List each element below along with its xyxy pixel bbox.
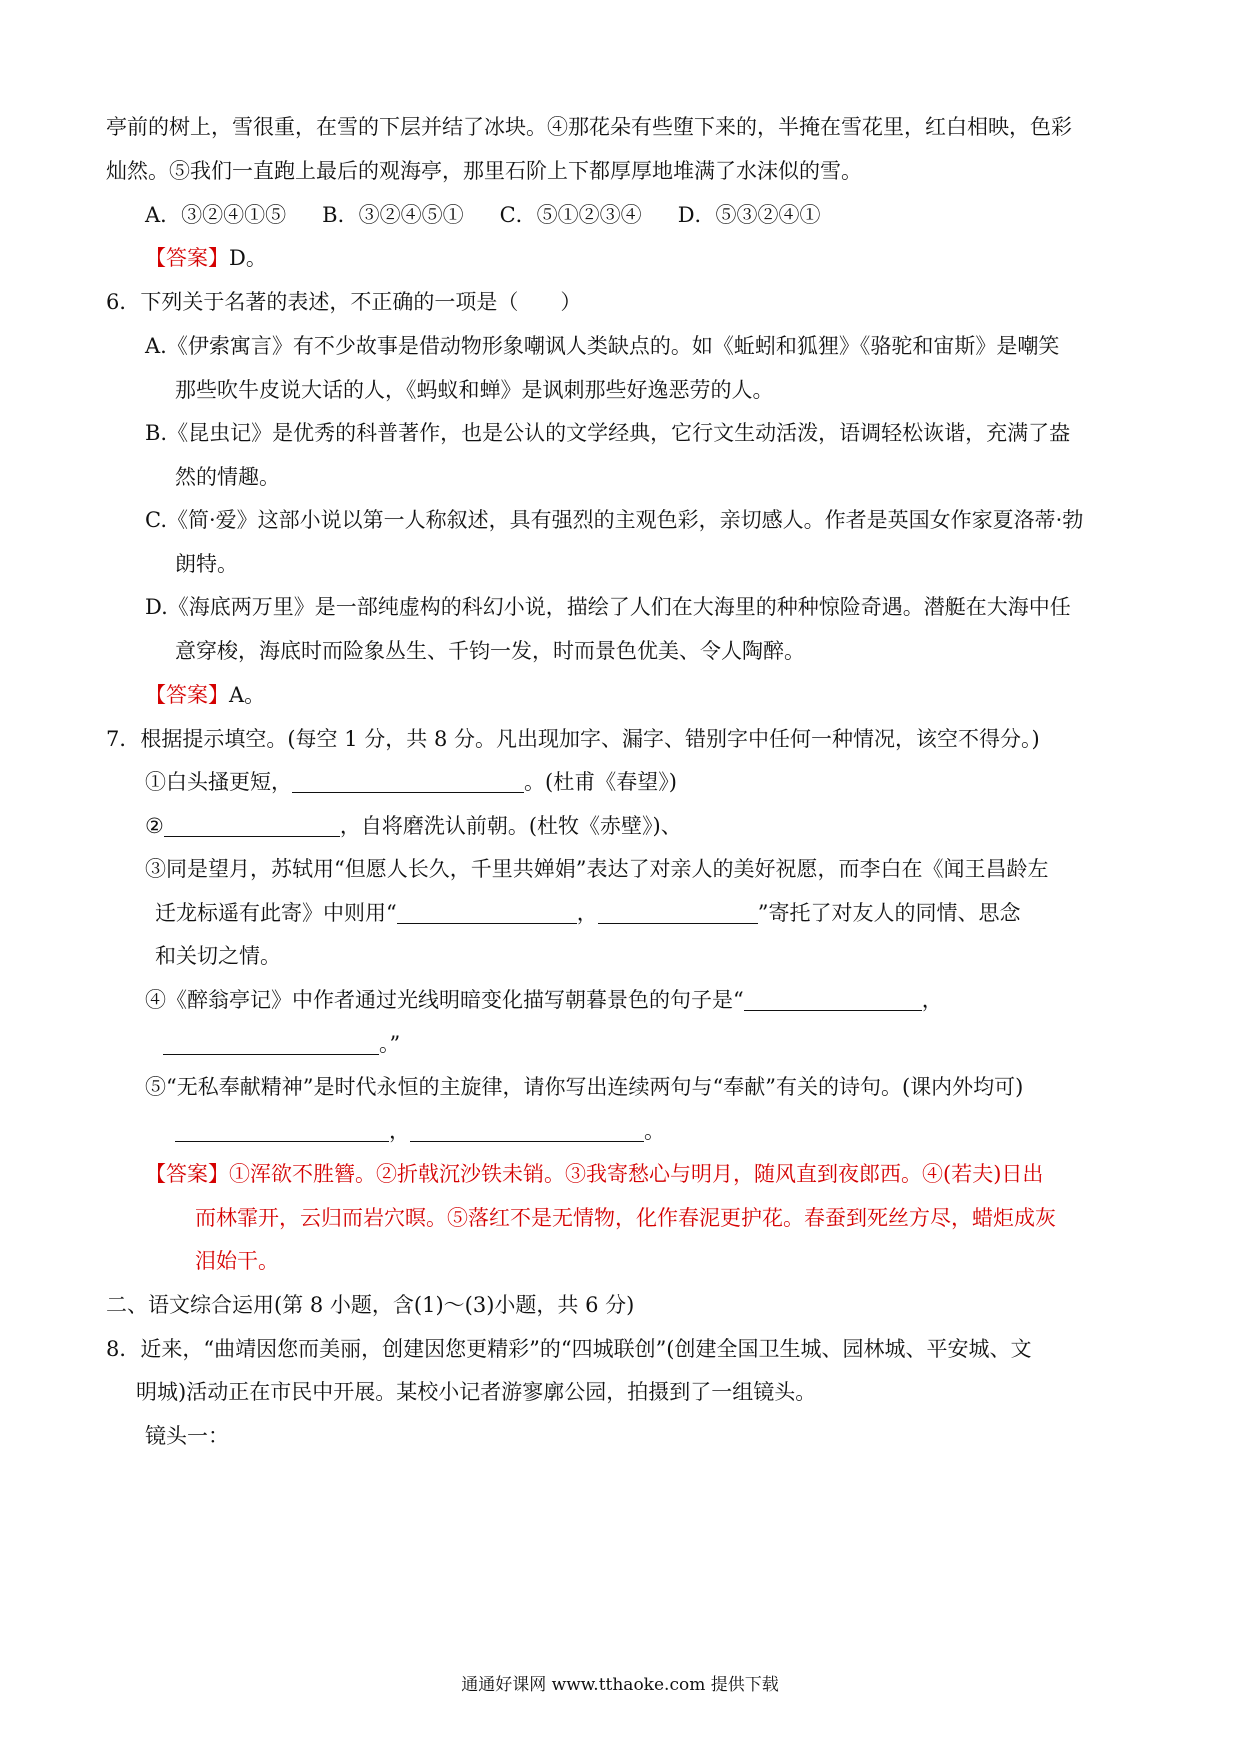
- q7-answer-line-2: 而林霏开，云归而岩穴暝。⑤落红不是无情物，化作春泥更护花。春蚕到死丝方尽，蜡炬成灰: [195, 1206, 1056, 1230]
- q5-option-b: B．③②④⑤①: [322, 203, 464, 227]
- q6-stem: 6．下列关于名著的表述，不正确的一项是（ ）: [106, 290, 582, 314]
- q7-item-1-source: 。(杜甫《春望》): [524, 770, 677, 794]
- q5-text-line-2: 灿然。⑤我们一直跑上最后的观海亭，那里石阶上下都厚厚地堆满了水沫似的雪。: [106, 159, 862, 183]
- q8-line-2: 明城)活动正在市民中开展。某校小记者游寥廓公园，拍摄到了一组镜头。: [136, 1380, 817, 1404]
- q7-item-3-comma: ，: [576, 901, 598, 925]
- q7-item-5-line-2: [175, 1116, 665, 1146]
- q7-item-3-blank-2[interactable]: [598, 901, 758, 924]
- q7-answer-tag: 【答案】: [145, 1162, 229, 1186]
- q7-item-2-text: ，自将磨洗认前朝。(杜牧《赤壁》)、: [339, 814, 682, 838]
- q5-options: [145, 200, 821, 230]
- q7-stem: 7．根据提示填空。(每空 1 分，共 8 分。凡出现加字、漏字、错别字中任何一种情况，该空不得分。): [106, 727, 1040, 751]
- q6-option-d-line-2: 意穿梭，海底时而险象丛生、千钧一发，时而景色优美、令人陶醉。: [175, 639, 805, 663]
- q6-answer-tag: 【答案】: [145, 683, 229, 707]
- q5-answer-value: D。: [229, 246, 267, 270]
- q7-item-5-line-1: ⑤“无私奉献精神”是时代永恒的主旋律，请你写出连续两句与“奉献”有关的诗句。(课内外均可): [145, 1075, 1024, 1099]
- q5-option-c: C．⑤①②③④: [499, 203, 642, 227]
- q7-item-3-line-3: 和关切之情。: [155, 944, 281, 968]
- q5-answer: [145, 243, 267, 273]
- q7-item-5-blank-2[interactable]: [410, 1119, 644, 1142]
- q6-option-c-line-2: 朗特。: [175, 552, 238, 576]
- q7-item-4-blank-2[interactable]: [163, 1032, 379, 1055]
- q7-item-5-comma: ，: [389, 1119, 410, 1143]
- q7-item-4-line-2: [163, 1029, 400, 1059]
- q6-answer-value: A。: [229, 683, 266, 707]
- q8-line-3: 镜头一：: [145, 1424, 229, 1448]
- q7-item-3-line-1: ③同是望月，苏轼用“但愿人长久，千里共婵娟”表达了对亲人的美好祝愿，而李白在《闻王昌龄左: [145, 857, 1049, 881]
- q5-option-a: A．③②④①⑤: [145, 203, 287, 227]
- q7-item-5-end: 。: [644, 1119, 665, 1143]
- q7-answer-line-3: 泪始干。: [195, 1249, 279, 1273]
- section-2-title: 二、语文综合运用(第 8 小题，含(1)～(3)小题，共 6 分): [106, 1293, 635, 1317]
- q8-line-1: 8．近来，“曲靖因您而美丽，创建因您更精彩”的“四城联创”(创建全国卫生城、园林城、平安城、文: [106, 1337, 1032, 1361]
- q7-item-4-end: 。”: [379, 1032, 401, 1056]
- q7-item-2: [145, 811, 682, 841]
- q7-item-4-text: ④《醉翁亭记》中作者通过光线明暗变化描写朝暮景色的句子是“: [145, 988, 744, 1012]
- q7-answer-line-1: [145, 1159, 1043, 1189]
- q7-item-1: [145, 767, 677, 797]
- q7-item-2-number: ②: [145, 814, 164, 838]
- q6-option-a-line-1: A.《伊索寓言》有不少故事是借动物形象嘲讽人类缺点的。如《蚯蚓和狐狸》《骆驼和宙斯》是嘲笑: [145, 334, 1060, 358]
- q6-option-a-line-2: 那些吹牛皮说大话的人，《蚂蚁和蝉》是讽刺那些好逸恶劳的人。: [175, 378, 774, 402]
- q7-item-1-text: ①白头搔更短，: [145, 770, 292, 794]
- q6-option-b-line-1: B.《昆虫记》是优秀的科普著作，也是公认的文学经典，它行文生动活泼，语调轻松诙谐，充满了盎: [145, 421, 1071, 445]
- q7-item-5-blank-1[interactable]: [175, 1119, 389, 1142]
- q7-item-3-line-2: [155, 898, 1021, 928]
- q7-item-4-comma: ，: [921, 988, 943, 1012]
- q7-item-2-blank[interactable]: [164, 814, 340, 837]
- page-footer: 通通好课网 www.tthaoke.com 提供下载: [461, 1675, 779, 1695]
- q7-item-1-blank[interactable]: [292, 770, 524, 793]
- q7-answer-text-1: ①浑欲不胜簪。②折戟沉沙铁未销。③我寄愁心与明月，随风直到夜郎西。④(若夫)日出: [229, 1162, 1044, 1186]
- q7-item-4-blank-1[interactable]: [744, 988, 922, 1011]
- q6-option-d-line-1: D.《海底两万里》是一部纯虚构的科幻小说，描绘了人们在大海里的种种惊险奇遇。潜艇在大海中任: [145, 595, 1071, 619]
- q5-text-line-1: 亭前的树上，雪很重，在雪的下层并结了冰块。④那花朵有些堕下来的，半掩在雪花里，红白相映，色彩: [106, 115, 1072, 139]
- q6-answer: [145, 680, 265, 710]
- q7-item-3-text-end: ”寄托了对友人的同情、思念: [757, 901, 1021, 925]
- q7-item-4-line-1: [145, 985, 943, 1015]
- q6-option-c-line-1: C.《简·爱》这部小说以第一人称叙述，具有强烈的主观色彩，亲切感人。作者是英国女作家夏洛蒂·勃: [145, 508, 1084, 532]
- q5-option-d: D．⑤③②④①: [677, 203, 821, 227]
- q7-item-3-blank-1[interactable]: [397, 901, 577, 924]
- q7-item-3-text: 迁龙标遥有此寄》中则用“: [155, 901, 397, 925]
- q5-answer-tag: 【答案】: [145, 246, 229, 270]
- q6-option-b-line-2: 然的情趣。: [175, 465, 280, 489]
